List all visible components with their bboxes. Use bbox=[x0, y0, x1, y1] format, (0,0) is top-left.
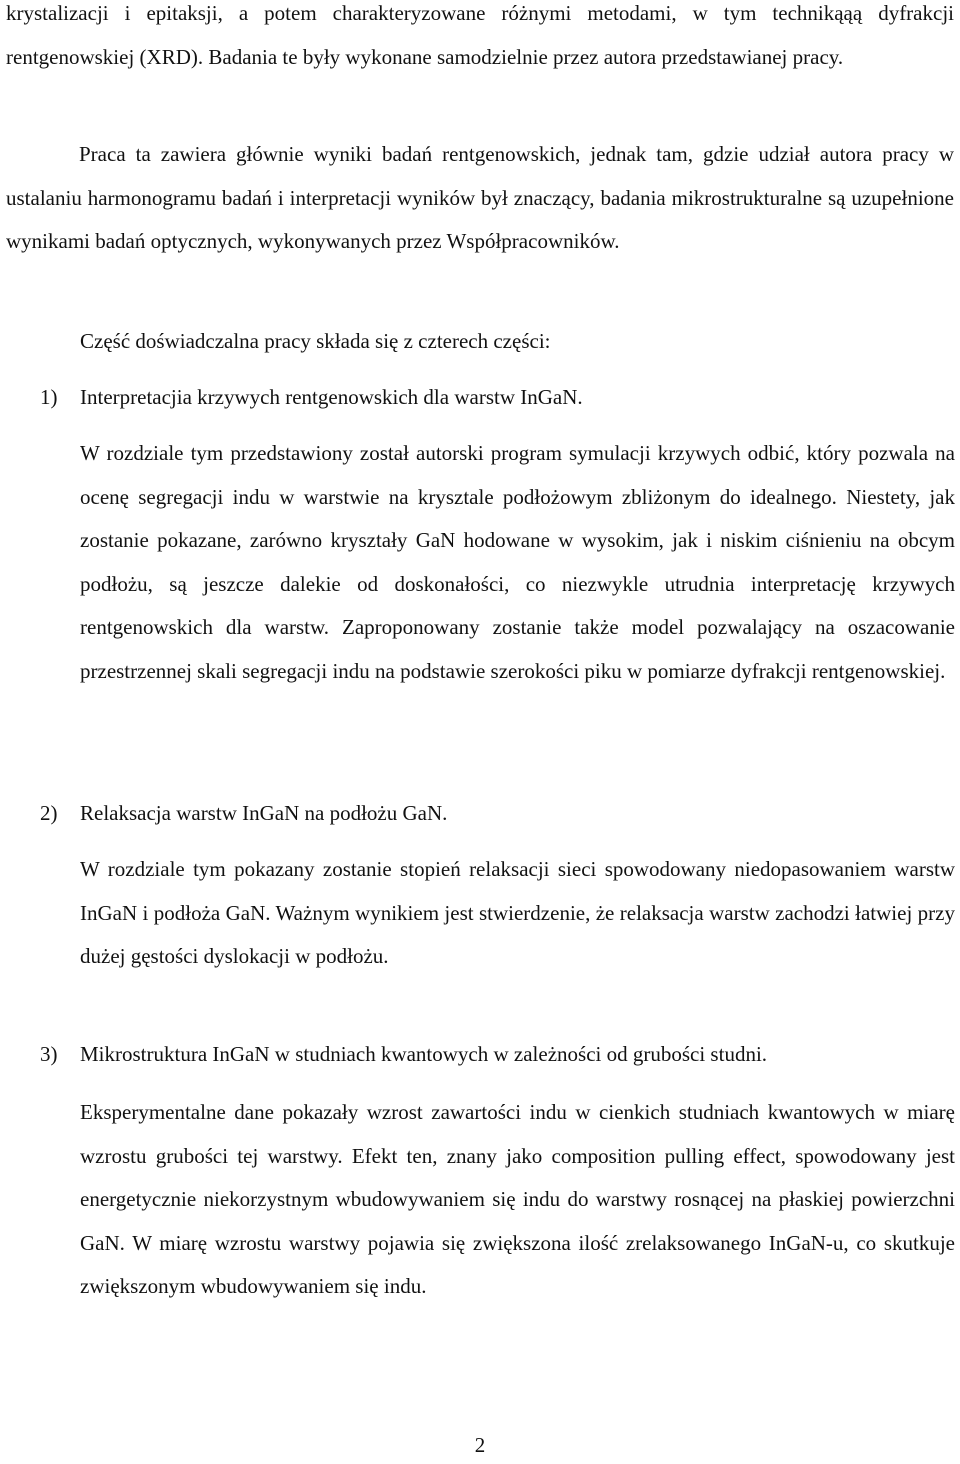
list-item-1-description: W rozdziale tym przedstawiony został autorski program symulacji krzywych odbić, który pozwala na ocenę segregacji indu w warstwie na krysztale podłożowym zbliżonym do idealnego. Niestety, jak zostanie pokazane, zarówno kryształy GaN hodowane w wysokim, jak i niskim ciśnieniu na obcym podłożu, są jeszcze dalekie od doskonałości, co niezwykle utrudnia interpretację krzywych rentgenowskich dla warstw. Zaproponowany zostanie także model pozwalający na oszacowanie przestrzennej skali segregacji indu na podstawie szerokości piku w pomiarze dyfrakcji rentgenowskiej. bbox=[80, 441, 955, 683]
intro-tail-paragraph: krystalizacji i epitaksji, a potem charakteryzowane różnymi metodami, w tym technikąąą dyfrakcji rentgenowskiej (XRD). Badania te były wykonane samodzielnie przez autora przedstawianej pracy. bbox=[6, 1, 954, 69]
list-item-2-title: Relaksacja warstw InGaN na podłożu GaN. bbox=[80, 801, 448, 825]
page-number: 2 bbox=[474, 1433, 486, 1457]
list-item-1-heading bbox=[40, 376, 955, 420]
list-item-1-title: Interpretacjia krzywych rentgenowskich dla warstw InGaN. bbox=[80, 385, 583, 409]
list-item-2-heading bbox=[40, 792, 955, 836]
list-item-3-description: Eksperymentalne dane pokazały wzrost zawartości indu w cienkich studniach kwantowych w miarę wzrostu grubości tej warstwy. Efekt ten, znany jako composition pulling effect, spowodowany jest energetycznie niekorzystnym wbudowywaniem się indu do warstwy rosnącej na płaskiej powierzchni GaN. W miarę wzrostu warstwy pojawia się zwiększona ilość zrelaksowanego InGaN-u, co skutkuje zwiększonym wbudowywaniem się indu. bbox=[80, 1100, 955, 1299]
scope-paragraph: Praca ta zawiera głównie wyniki badań rentgenowskich, jednak tam, gdzie udział autora pracy w ustalaniu harmonogramu badań i interpretacji wyników był znaczący, badania mikrostrukturalne są uzupełnione wynikami badań optycznych, wykonywanych przez Współpracowników. bbox=[6, 142, 954, 254]
parts-intro-line: Część doświadczalna pracy składa się z czterech części: bbox=[80, 329, 551, 353]
list-item-1-number: 1) bbox=[40, 385, 58, 409]
list-item-2-description: W rozdziale tym pokazany zostanie stopień relaksacji sieci spowodowany niedopasowaniem warstw InGaN i podłoża GaN. Ważnym wynikiem jest stwierdzenie, że relaksacja warstw zachodzi łatwiej przy dużej gęstości dyslokacji w podłożu. bbox=[80, 857, 955, 969]
list-item-3-title: Mikrostruktura InGaN w studniach kwantowych w zależności od grubości studni. bbox=[80, 1042, 768, 1066]
list-item-3-number: 3) bbox=[40, 1042, 58, 1066]
list-item-3-heading bbox=[40, 1033, 955, 1077]
list-item-2-number: 2) bbox=[40, 801, 58, 825]
